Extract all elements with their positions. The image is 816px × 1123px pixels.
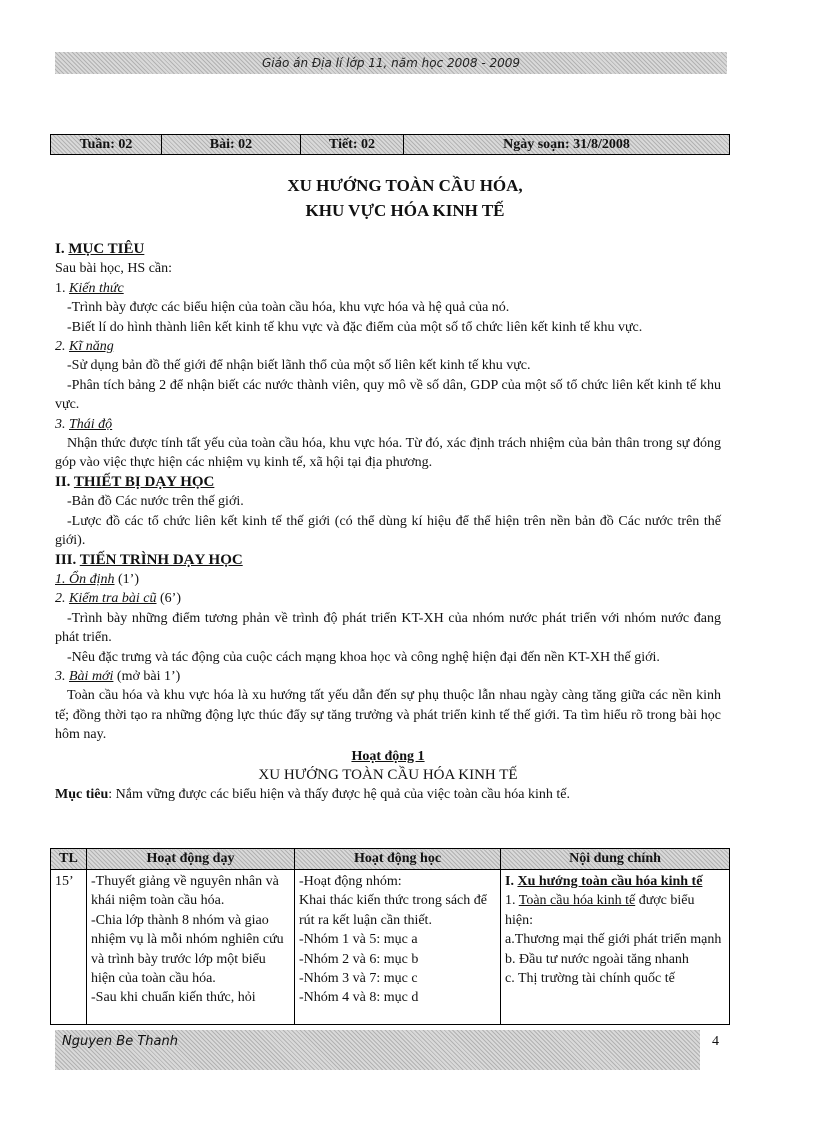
activity-goal: Mục tiêu: Nắm vững được các biểu hiện và thấy được hệ quả của việc toàn cầu hóa kinh tế. bbox=[55, 787, 570, 803]
page-header-text: Giáo án Địa lí lớp 11, năm học 2008 - 2009 bbox=[261, 56, 521, 70]
list-item: a.Thương mại thế giới phát triển mạnh bbox=[505, 932, 722, 948]
new-lesson-intro: Toàn cầu hóa và khu vực hóa là xu hướng tất yếu dẫn đến sự phụ thuộc lẫn nhau ngày càng tăng giữa các nền kinh tế; đồng thời tạo ra những động lực thúc đẩy sự tăng trưởng và phát triển kinh tế thế giới. Ta tìm hiểu rõ trong bài học hôm nay. bbox=[55, 688, 721, 743]
col-header-learning: Hoạt động học bbox=[295, 849, 501, 870]
list-item: -Nhóm 3 và 7: mục c bbox=[299, 971, 418, 987]
table-row bbox=[51, 870, 730, 1025]
list-item: -Nhóm 1 và 5: mục a bbox=[299, 932, 418, 948]
lesson-body bbox=[55, 240, 721, 805]
list-item: -Thuyết giảng về nguyên nhân và khái niệm toàn cầu hóa. bbox=[91, 874, 279, 909]
week-cell: Tuần: 02 bbox=[51, 135, 162, 155]
knowledge-heading: 1. Kiến thức bbox=[55, 280, 124, 296]
section-objectives-heading: I. MỤC TIÊU bbox=[55, 241, 145, 257]
lesson-info-table bbox=[50, 134, 730, 155]
col-header-time: TL bbox=[51, 849, 87, 870]
lesson-title-line1: XU HƯỚNG TOÀN CẦU HÓA, bbox=[287, 176, 523, 195]
date-cell: Ngày soạn: 31/8/2008 bbox=[404, 135, 730, 155]
col-header-teaching: Hoạt động dạy bbox=[87, 849, 295, 870]
review-item: -Trình bày những điểm tương phản về trình độ phát triển KT-XH của nhóm nước phát triển với nhóm nước đang phát triển. bbox=[55, 610, 721, 646]
list-item: b. Đầu tư nước ngoài tăng nhanh bbox=[505, 951, 689, 967]
page-number: 4 bbox=[712, 1034, 719, 1049]
section-equipment-heading: II. THIẾT BỊ DẠY HỌC bbox=[55, 473, 215, 490]
col-header-content: Nội dung chính bbox=[501, 849, 730, 870]
knowledge-item: -Biết lí do hình thành liên kết kinh tế khu vực và đặc điểm của một số tổ chức liên kết kinh tế khu vực. bbox=[67, 319, 643, 335]
stabilize-heading: 1. Ổn định (1’) bbox=[55, 571, 139, 587]
content-subheading: 1. Toàn cầu hóa kinh tế được biểu hiện: bbox=[505, 893, 695, 928]
time-cell: 15’ bbox=[51, 870, 87, 1025]
learning-cell bbox=[295, 870, 501, 1025]
equipment-item: -Lược đồ các tổ chức liên kết kinh tế thế giới (có thể dùng kí hiệu để thể hiện trên nền bản đồ Các nước trên thế giới). bbox=[55, 513, 721, 549]
skills-item: -Sử dụng bản đồ thế giới để nhận biết lãnh thổ của một số liên kết kinh tế khu vực. bbox=[67, 358, 531, 374]
knowledge-item: -Trình bày được các biểu hiện của toàn cầu hóa, khu vực hóa và hệ quả của nó. bbox=[67, 300, 510, 316]
list-item: -Nhóm 4 và 8: mục d bbox=[299, 990, 419, 1006]
review-heading: 2. Kiểm tra bài cũ (6’) bbox=[55, 591, 181, 607]
activity-table bbox=[50, 848, 730, 1025]
activity-label: Hoạt động 1 bbox=[351, 748, 425, 764]
list-item: Khai thác kiến thức trong sách để rút ra kết luận cần thiết. bbox=[299, 893, 487, 928]
review-item: -Nêu đặc trưng và tác động của cuộc cách mạng khoa học và công nghệ hiện đại đến nền KT-XH thế giới. bbox=[67, 649, 660, 665]
content-cell bbox=[501, 870, 730, 1025]
attitude-heading: 3. Thái độ bbox=[55, 416, 113, 432]
activity-title: XU HƯỚNG TOÀN CẦU HÓA KINH TẾ bbox=[258, 766, 518, 783]
list-item: -Sau khi chuẩn kiến thức, hỏi bbox=[91, 990, 256, 1006]
content-heading: I. Xu hướng toàn cầu hóa kinh tế bbox=[505, 874, 703, 889]
section-process-heading: III. TIẾN TRÌNH DẠY HỌC bbox=[55, 551, 243, 568]
teaching-cell bbox=[87, 870, 295, 1025]
skills-item: -Phân tích bảng 2 để nhận biết các nước thành viên, quy mô về số dân, GDP của một số tổ chức liên kết kinh tế khu vực. bbox=[55, 377, 721, 413]
new-lesson-heading: 3. Bài mới (mở bài 1’) bbox=[55, 668, 181, 684]
list-item: -Chia lớp thành 8 nhóm và giao nhiệm vụ là mỗi nhóm nghiên cứu và trình bày trước lớp một biểu hiện của toàn cầu hóa. bbox=[91, 912, 284, 987]
page-header-band bbox=[55, 52, 727, 74]
lesson-title-line2: KHU VỰC HÓA KINH TẾ bbox=[305, 201, 505, 220]
skills-heading: 2. Kĩ năng bbox=[55, 339, 114, 355]
period-cell: Tiết: 02 bbox=[301, 135, 404, 155]
lesson-cell: Bài: 02 bbox=[162, 135, 301, 155]
author-name: Nguyen Be Thanh bbox=[62, 1034, 178, 1049]
list-item: -Nhóm 2 và 6: mục b bbox=[299, 951, 419, 967]
attitude-item: Nhận thức được tính tất yếu của toàn cầu hóa, khu vực hóa. Từ đó, xác định trách nhiệm của bản thân trong sự đóng góp vào việc thực hiện các nhiệm vụ kinh tế, xã hội tại địa phương. bbox=[55, 436, 721, 471]
equipment-item: -Bản đồ Các nước trên thế giới. bbox=[67, 494, 244, 510]
list-item: -Hoạt động nhóm: bbox=[299, 874, 402, 889]
objectives-intro: Sau bài học, HS cần: bbox=[55, 261, 173, 277]
list-item: c. Thị trường tài chính quốc tế bbox=[505, 971, 675, 987]
